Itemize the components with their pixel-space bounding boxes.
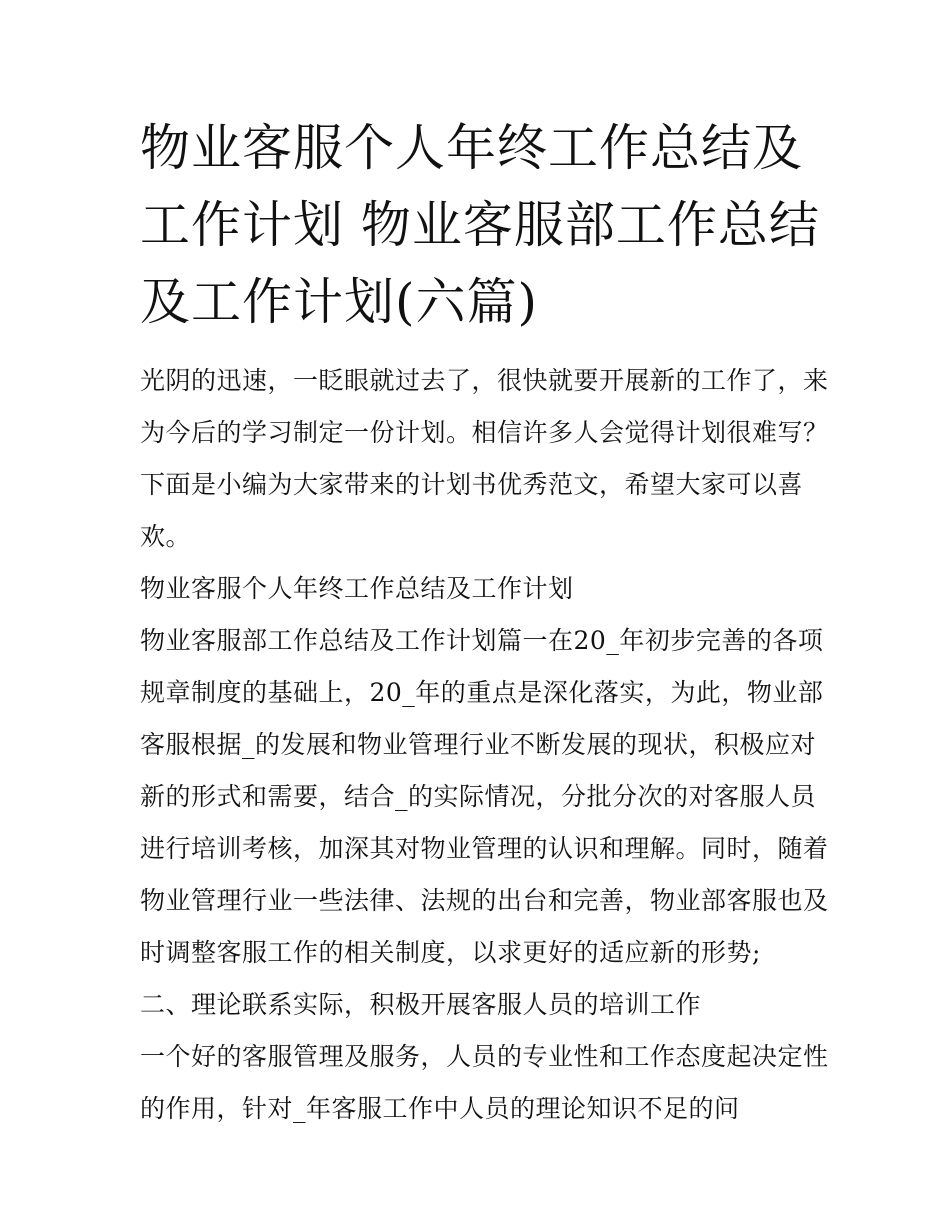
document-page xyxy=(140,110,829,1135)
body2-line-2: 的作用，针对_年客服工作中人员的理论知识不足的问 xyxy=(140,1094,740,1123)
body2-line-1: 一个好的客服管理及服务，人员的专业性和工作态度起决定性 xyxy=(140,1042,829,1071)
title-line-3: 及工作计划(六篇) xyxy=(140,273,539,331)
body1-line-2: 规章制度的基础上，20_年的重点是深化落实，为此，物业部 xyxy=(140,678,824,707)
title-line-2: 工作计划 物业客服部工作总结 xyxy=(140,196,820,254)
section-heading xyxy=(140,979,820,1031)
body1-line-1: 物业客服部工作总结及工作计划篇一在20_年初步完善的各项 xyxy=(140,626,824,655)
body-paragraph-1 xyxy=(140,615,829,979)
section-heading-text: 二、理论联系实际，积极开展客服人员的培训工作 xyxy=(140,990,702,1019)
body1-line-4: 新的形式和需要，结合_的实际情况，分批分次的对客服人员 xyxy=(140,782,817,811)
body1-line-7: 时调整客服工作的相关制度，以求更好的适应新的形势; xyxy=(140,938,761,967)
document-title xyxy=(140,110,820,341)
intro-line-3: 下面是小编为大家带来的计划书优秀范文，希望大家可以喜 xyxy=(140,470,804,499)
intro-line-4: 欢。 xyxy=(140,522,192,551)
intro-paragraph xyxy=(140,355,829,563)
intro-line-2: 为今后的学习制定一份计划。相信许多人会觉得计划很难写？ xyxy=(140,418,829,447)
subtitle xyxy=(140,563,820,615)
body-paragraph-2 xyxy=(140,1031,829,1135)
intro-line-1: 光阴的迅速，一眨眼就过去了，很快就要开展新的工作了，来 xyxy=(140,366,829,395)
subtitle-text: 物业客服个人年终工作总结及工作计划 xyxy=(140,574,574,603)
body1-line-3: 客服根据_的发展和物业管理行业不断发展的现状，积极应对 xyxy=(140,730,817,759)
body1-line-5: 进行培训考核，加深其对物业管理的认识和理解。同时，随着 xyxy=(140,834,829,863)
title-line-1: 物业客服个人年终工作总结及 xyxy=(140,119,803,177)
body1-line-6: 物业管理行业一些法律、法规的出台和完善，物业部客服也及 xyxy=(140,886,829,915)
